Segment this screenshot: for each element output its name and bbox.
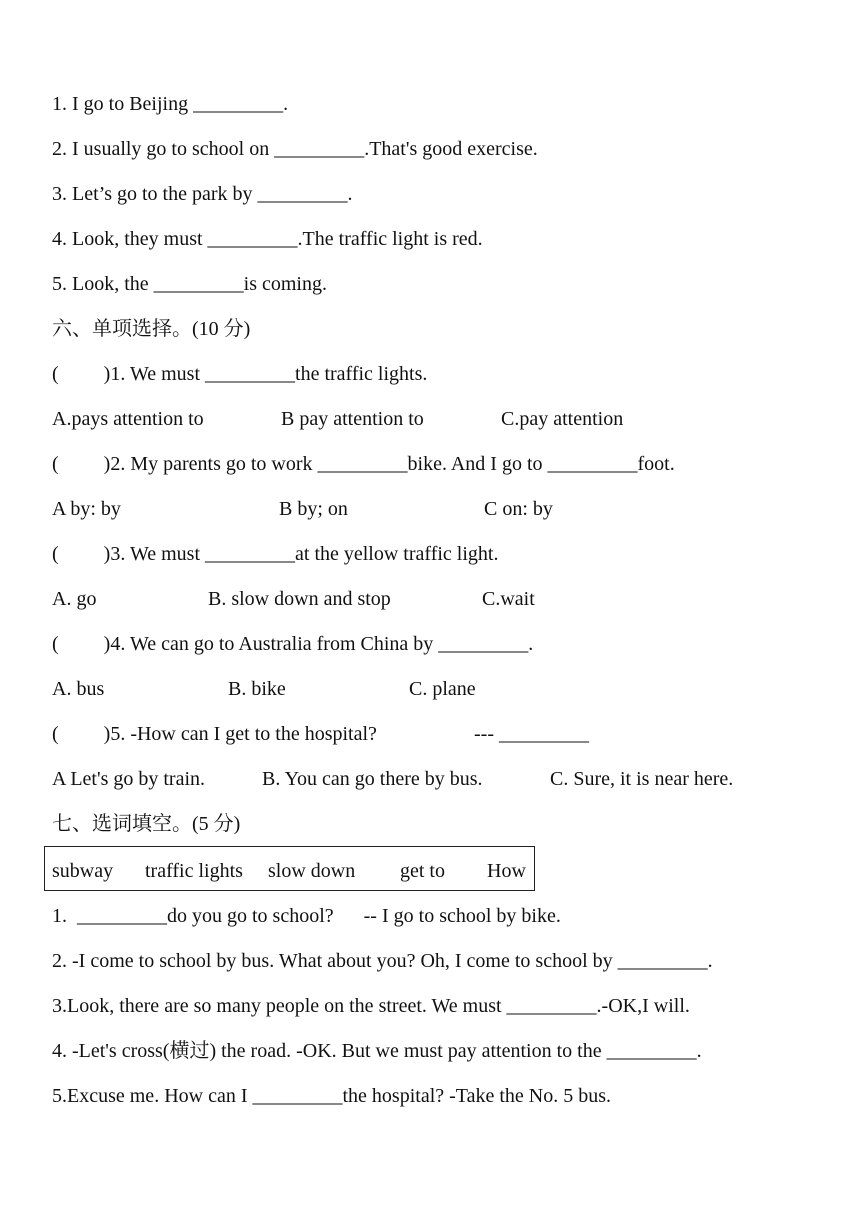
mc-q2-option-c: C on: by [484, 498, 553, 520]
word-fill-item-2: 2. -I come to school by bus. What about you? Oh, I come to school by _________. [52, 950, 713, 972]
fill-item-3: 3. Let’s go to the park by _________. [52, 183, 353, 205]
word-fill-item-5: 5.Excuse me. How can I _________the hospital? -Take the No. 5 bus. [52, 1085, 612, 1107]
mc-question-5: ( )5. -How can I get to the hospital? [52, 723, 377, 745]
mc-q3-option-c: C.wait [482, 588, 535, 610]
fill-item-5: 5. Look, the _________is coming. [52, 273, 327, 295]
mc-q4-option-a: A. bus [52, 678, 105, 700]
mc-q5-option-a: A Let's go by train. [52, 768, 206, 790]
word-fill-item-3: 3.Look, there are so many people on the street. We must _________.-OK,I will. [52, 995, 690, 1017]
mc-q1-option-b: B pay attention to [281, 408, 424, 430]
mc-question-1: ( )1. We must _________the traffic lights. [52, 363, 428, 385]
word-fill-item-1: 1. _________do you go to school? -- I go to school by bike. [52, 905, 561, 927]
mc-question-4: ( )4. We can go to Australia from China by _________. [52, 633, 534, 655]
fill-item-4: 4. Look, they must _________.The traffic light is red. [52, 228, 483, 250]
fill-item-2: 2. I usually go to school on _________.That's good exercise. [52, 138, 538, 160]
mc-q4-option-c: C. plane [409, 678, 476, 700]
mc-q1-option-c: C.pay attention [501, 408, 624, 430]
mc-question-2: ( )2. My parents go to work _________bike. And I go to _________foot. [52, 453, 675, 475]
word-bank-item: get to [400, 860, 445, 882]
word-fill-item-4: 4. -Let's cross(横过) the road. -OK. But we must pay attention to the _________. [52, 1040, 702, 1062]
mc-q5-answer-blank: --- _________ [474, 723, 589, 745]
fill-item-1: 1. I go to Beijing _________. [52, 93, 289, 115]
mc-question-3: ( )3. We must _________at the yellow traffic light. [52, 543, 499, 565]
word-bank-item: How [487, 860, 526, 882]
section-7-heading: 七、选词填空。(5 分) [52, 813, 241, 835]
mc-q1-option-a: A.pays attention to [52, 408, 204, 430]
section-6-heading: 六、单项选择。(10 分) [52, 318, 251, 340]
mc-q3-option-a: A. go [52, 588, 97, 610]
word-bank-item: subway [52, 860, 114, 882]
mc-q4-option-b: B. bike [228, 678, 286, 700]
mc-q2-option-b: B by; on [279, 498, 348, 520]
word-bank-item: slow down [268, 860, 356, 882]
mc-q3-option-b: B. slow down and stop [208, 588, 391, 610]
mc-q2-option-a: A by: by [52, 498, 121, 520]
mc-q5-option-c: C. Sure, it is near here. [550, 768, 734, 790]
word-bank [44, 846, 535, 891]
mc-q5-option-b: B. You can go there by bus. [262, 768, 483, 790]
word-bank-item: traffic lights [145, 860, 243, 882]
